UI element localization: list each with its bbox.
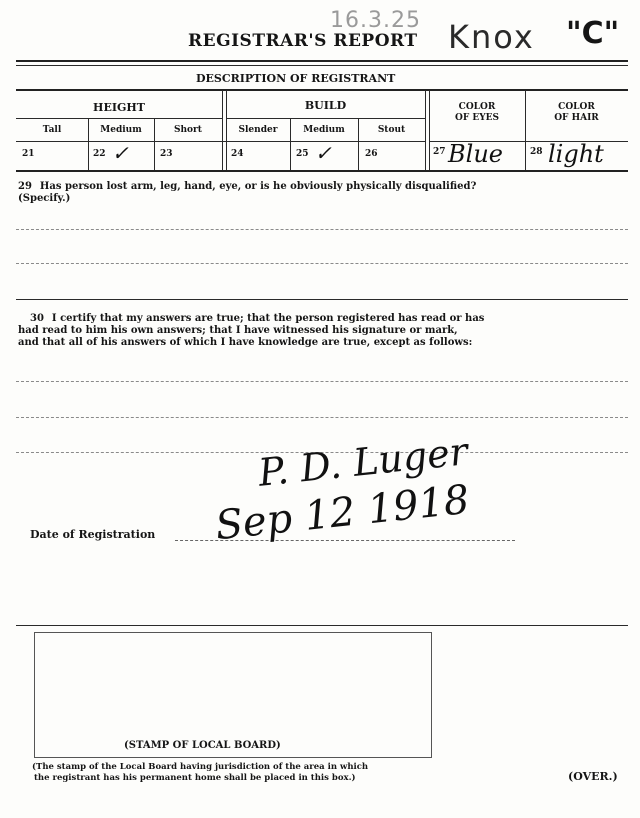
col-stout: Stout [377,125,406,135]
county-stamp: Knox [448,18,535,56]
eyes-header: COLOR OF EYES [454,102,499,123]
date-of-registration-label: Date of Registration [30,528,156,541]
footnote: (The stamp of the Local Board having jurisdiction of the area in which the registrant has his permanent home shall be placed in this box.) [32,762,369,783]
height-medium-mark: ✓ [112,141,129,165]
num-24: 24 [231,149,244,159]
num-21: 21 [22,149,35,159]
date-of-registration-value: Sep 12 1918 [213,476,472,550]
num-27: 27 [433,147,446,157]
num-26: 26 [365,149,378,159]
section-title: DESCRIPTION OF REGISTRANT [196,72,396,85]
col-height-medium: Medium [100,125,142,135]
col-build-medium: Medium [303,125,345,135]
build-header: BUILD [304,99,347,112]
eye-color-value: Blue [448,140,503,168]
height-header: HEIGHT [93,101,145,114]
class-letter: "C" [566,16,620,51]
date-stamp: 16.3.25 [330,8,421,33]
col-slender: Slender [238,125,278,135]
over-label: (OVER.) [568,770,618,783]
num-28: 28 [530,147,543,157]
col-tall: Tall [42,125,62,135]
question-30: 30 I certify that my answers are true; that the person registered has read or has had read to him his own answers; that I have witnessed his signature or mark, and that all of his answers of which I have knowledge are true, except as follows: [18,313,485,348]
question-29: 29 Has person lost arm, leg, hand, eye, or is he obviously physically disqualified? (Specify.) [18,181,477,204]
num-23: 23 [160,149,173,159]
hair-header: COLOR OF HAIR [554,102,599,123]
page-title: REGISTRAR'S REPORT [188,31,418,51]
stamp-box-label: (STAMP OF LOCAL BOARD) [124,740,281,751]
build-medium-mark: ✓ [315,141,332,165]
col-short: Short [174,125,202,135]
registrar-signature: P. D. Luger [256,429,470,495]
num-25: 25 [296,149,309,159]
num-22: 22 [93,149,106,159]
hair-color-value: light [548,140,604,168]
